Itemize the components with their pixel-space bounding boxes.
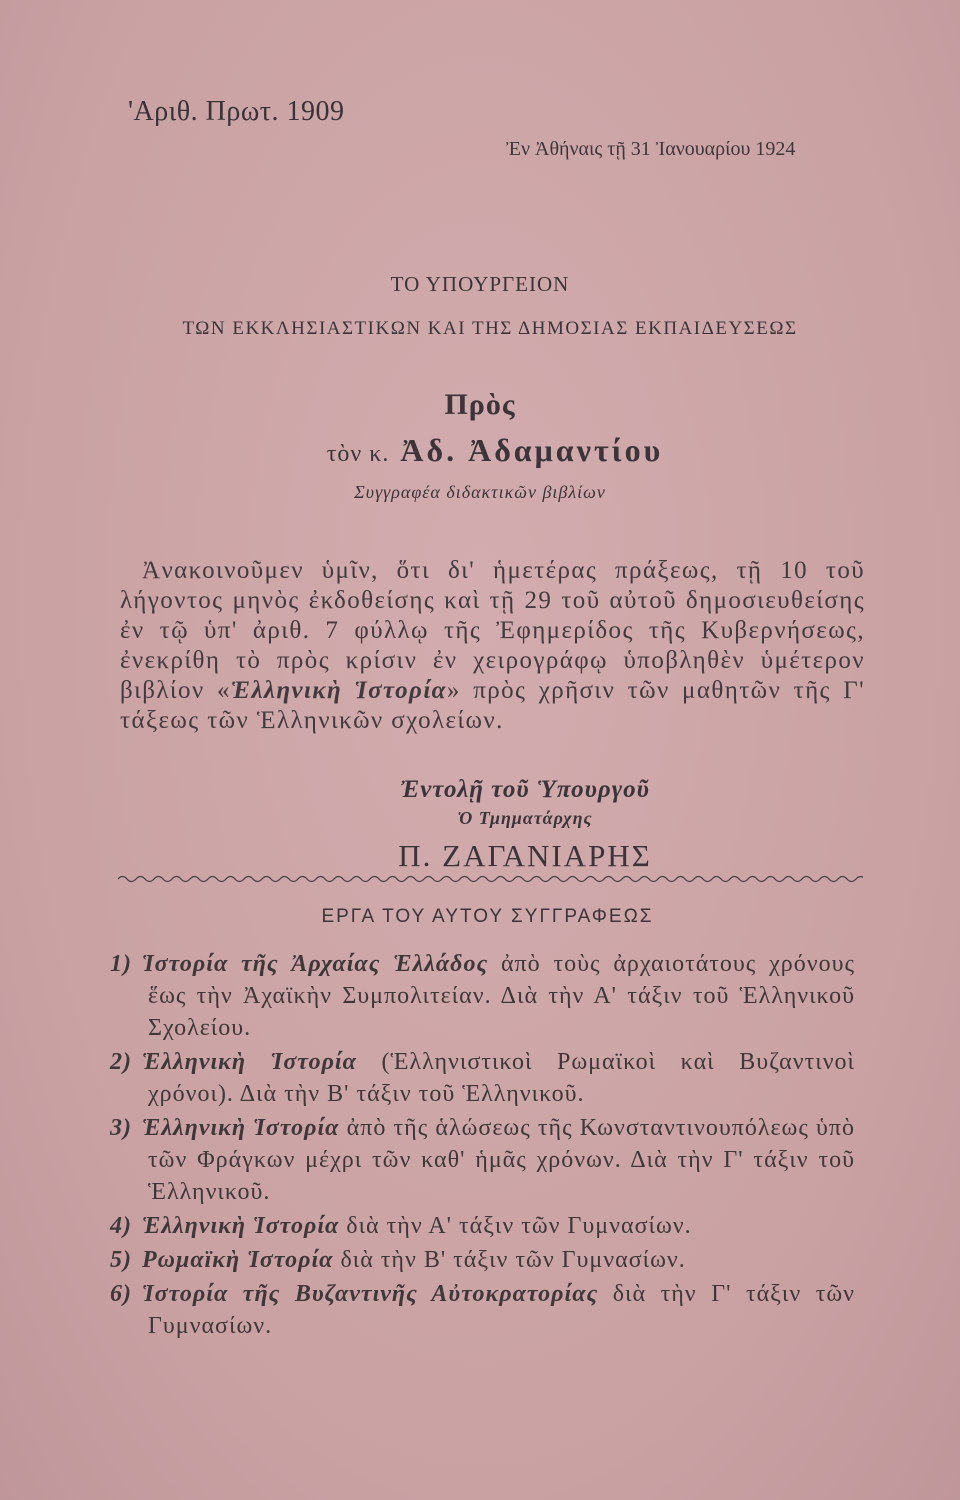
book-title: Ἑλληνικὴ Ἱστορία (230, 677, 447, 704)
work-number: 6) (110, 1281, 132, 1307)
work-description: διὰ τὴν Γ' τάξιν τῶν Γυμνασίων. (148, 1281, 856, 1339)
work-number: 1) (110, 951, 132, 977)
signature-name: Π. ΖΑΓΑΝΙΑΡΗΣ (398, 838, 652, 873)
addressee-name: Ἀδ. Ἀδαμαντίου (400, 432, 664, 468)
signature-head: Ὁ Τμηματάρχης (457, 808, 593, 828)
work-description: διὰ τὴν Β' τάξιν τῶν Γυμνασίων. (333, 1247, 686, 1273)
protocol-number: 'Αριθ. Πρωτ. 1909 (128, 96, 345, 127)
work-description: (Ἑλληνιστικοὶ Ρωμαϊκοὶ καὶ Βυζαντινοὶ χρόνοι). Διὰ τὴν Β' τάξιν τοῦ Ἑλληνικοῦ. (148, 1049, 855, 1107)
wavy-divider (118, 868, 863, 890)
work-number: 5) (110, 1247, 132, 1273)
date-line: Ἐν Ἀθήναις τῇ 31 Ἰανουαρίου 1924 (506, 138, 796, 160)
work-number: 2) (110, 1049, 132, 1075)
work-description: ἀπὸ τοὺς ἀρχαιοτάτους χρόνους ἕως τὴν Ἀχαϊκὴν Συμπολιτείαν. Διὰ τὴν Α' τάξιν τοῦ Ἑλληνικοῦ Σχολείου. (148, 951, 856, 1041)
addressee-to: Πρὸς (444, 388, 516, 421)
work-description: διὰ τὴν Α' τάξιν τῶν Γυμνασίων. (339, 1213, 692, 1239)
letter-body (120, 556, 865, 736)
addressee-role: Συγγραφέα διδακτικῶν βιβλίων (354, 482, 606, 502)
list-item (110, 1112, 855, 1208)
work-description: ἀπὸ τῆς ἁλώσεως τῆς Κωνσταντινουπόλεως ὑπὸ τῶν Φράγκων μέχρι τῶν καθ' ἡμᾶς χρόνων. Διὰ τὴν Γ' τάξιν τοῦ Ἑλληνικοῦ. (148, 1115, 856, 1205)
addressee-prefix: τὸν κ. (326, 441, 390, 467)
work-title: Ἑλληνικὴ Ἱστορία (142, 1049, 357, 1075)
body-text-start: Ἀνακοινοῦμεν ὑμῖν, ὅτι δι' ἡμετέρας πράξεως, τῇ 10 τοῦ λήγοντος μηνὸς ἐκδοθείσης καὶ τῇ 29 τοῦ αὐτοῦ δημοσιευθείσης ἐν τῷ ὑπ' ἀριθ. 7 φύλλῳ τῆς Ἐφημερίδος τῆς Κυβερνήσεως, ἐνεκρίθη τὸ πρὸς κρίσιν ἐν χειρογράφῳ ὑποβληθὲν ὑμέτερον βιβλίον « (120, 557, 865, 704)
addressee-name-line (0, 432, 960, 469)
list-item (110, 1210, 855, 1242)
ministry-subtitle: ΤΩΝ ΕΚΚΛΗΣΙΑΣΤΙΚΩΝ ΚΑΙ ΤΗΣ ΔΗΜΟΣΙΑΣ ΕΚΠΑΙΔΕΥΣΕΩΣ (182, 318, 798, 339)
list-item (110, 1046, 855, 1110)
ministry-title: ΤΟ ΥΠΟΥΡΓΕΙΟΝ (390, 272, 570, 296)
work-number: 4) (110, 1213, 132, 1239)
signature-order: Ἐντολῇ τοῦ Ὑπουργοῦ (400, 776, 650, 803)
work-title: Ρωμαϊκὴ Ἱστορία (142, 1247, 334, 1273)
work-title: Ἱστορία τῆς Ἀρχαίας Ἑλλάδος (142, 951, 489, 977)
list-item (110, 1278, 855, 1342)
list-item (110, 1244, 855, 1276)
works-title: ΕΡΓΑ ΤΟΥ ΑΥΤΟΥ ΣΥΓΓΡΑΦΕΩΣ (321, 906, 654, 927)
body-text-end: » πρὸς χρῆσιν τῶν μαθητῶν τῆς Γ' τάξεως τῶν Ἑλληνικῶν σχολείων. (120, 677, 865, 734)
work-title: Ἑλληνικὴ Ἱστορία (142, 1115, 340, 1141)
work-title: Ἑλληνικὴ Ἱστορία (142, 1213, 340, 1239)
works-list (110, 948, 855, 1344)
work-title: Ἱστορία τῆς Βυζαντινῆς Αὐτοκρατορίας (142, 1281, 599, 1307)
list-item (110, 948, 855, 1044)
work-number: 3) (110, 1115, 132, 1141)
